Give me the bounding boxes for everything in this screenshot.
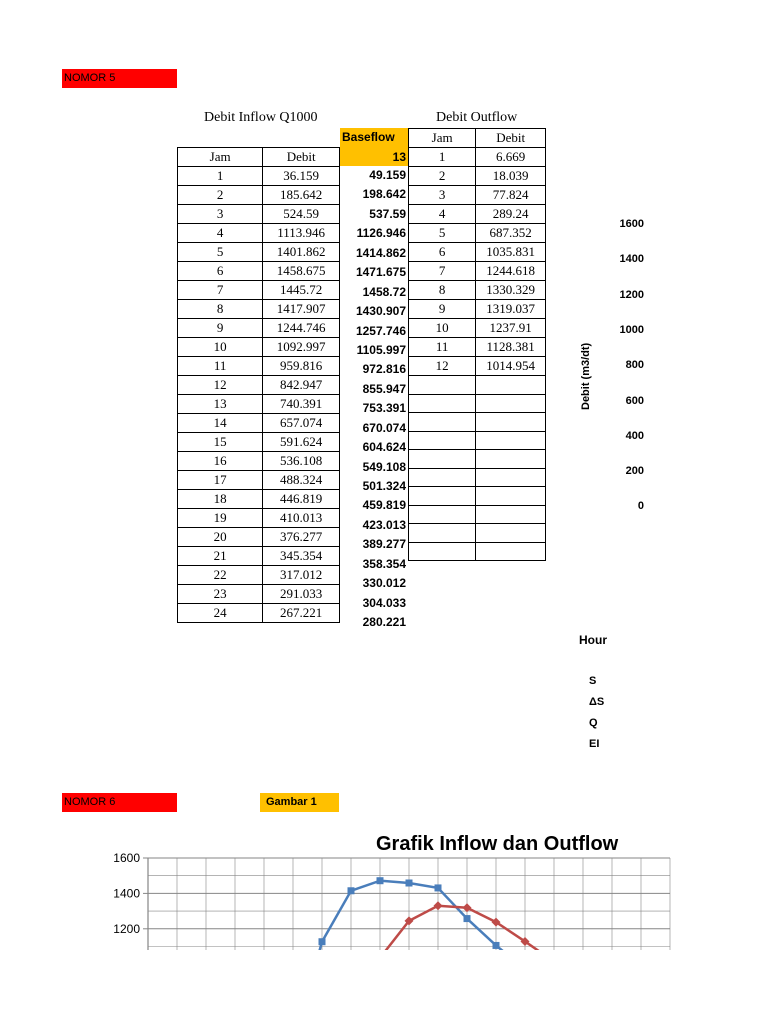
outflow-cell-debit: 6.669 [476,148,546,167]
table-row [409,542,546,561]
table-row [409,431,546,450]
table-row [178,319,340,338]
inflow-cell-jam: 5 [178,243,263,262]
inflow-cell-debit: 446.819 [263,490,340,509]
baseflow-cell: 537.59 [369,206,406,221]
table-row [409,338,546,357]
outflow-cell-debit: 687.352 [476,224,546,243]
side-y-tick: 200 [625,465,644,478]
inflow-point [435,884,442,891]
inflow-cell-debit: 345.354 [263,547,340,566]
inflow-point [348,887,355,894]
baseflow-cell: 604.624 [362,440,406,455]
baseflow-cell: 330.012 [362,576,406,591]
baseflow-cell: 423.013 [362,517,406,532]
inflow-point [319,938,326,945]
baseflow-cell: 1458.72 [362,284,406,299]
outflow-cell-debit [476,450,546,469]
inflow-cell-jam: 24 [178,604,263,623]
table-row [178,547,340,566]
table-row [178,414,340,433]
outflow-cell-debit: 1035.831 [476,243,546,262]
baseflow-header-cell [340,128,408,166]
inflow-cell-jam: 19 [178,509,263,528]
inflow-cell-jam: 6 [178,262,263,281]
inflow-cell-debit: 1417.907 [263,300,340,319]
outflow-cell-debit: 1244.618 [476,262,546,281]
baseflow-cell: 459.819 [362,498,406,513]
baseflow-cell: 670.074 [362,420,406,435]
side-y-tick: 400 [625,429,644,442]
series-line-outflow [235,906,554,950]
table-row [178,566,340,585]
inflow-cell-debit: 376.277 [263,528,340,547]
baseflow-cell: 1414.862 [355,245,406,260]
outflow-cell-jam: 7 [409,262,476,281]
inflow-cell-debit: 524.59 [263,205,340,224]
table-row [178,243,340,262]
baseflow-cell: 549.108 [362,459,406,474]
inflow-cell-jam: 9 [178,319,263,338]
outflow-header-debit: Debit [476,129,546,148]
outflow-cell-debit: 289.24 [476,205,546,224]
table-row [178,452,340,471]
outflow-cell-debit [476,413,546,432]
inflow-cell-jam: 14 [178,414,263,433]
outflow-cell-debit [476,468,546,487]
outflow-cell-debit [476,394,546,413]
table-row [409,394,546,413]
table-row [178,490,340,509]
outflow-cell-debit [476,542,546,561]
side-y-tick: 1200 [619,288,644,301]
baseflow-cell: 304.033 [362,595,406,610]
inflow-cell-jam: 21 [178,547,263,566]
outflow-cell-jam: 5 [409,224,476,243]
table-row [178,585,340,604]
table-row [409,262,546,281]
side-y-tick: 800 [625,359,644,372]
inflow-header-debit: Debit [263,148,340,167]
chart-title: Grafik Inflow dan Outflow [376,833,619,855]
table-row [409,281,546,300]
outflow-cell-debit: 77.824 [476,186,546,205]
inflow-cell-jam: 8 [178,300,263,319]
inflow-cell-debit: 1244.746 [263,319,340,338]
inflow-cell-debit: 1401.862 [263,243,340,262]
side-legend-item: S [589,675,597,687]
outflow-cell-jam: 12 [409,357,476,376]
inflow-cell-debit: 1092.997 [263,338,340,357]
inflow-cell-debit: 36.159 [263,167,340,186]
table-row [178,262,340,281]
side-chart-x-label: Hour [579,633,607,647]
inflow-header-jam: Jam [178,148,263,167]
table-row [178,224,340,243]
outflow-point [434,901,443,910]
outflow-cell-debit: 18.039 [476,167,546,186]
inflow-cell-debit: 185.642 [263,186,340,205]
side-y-tick: 1600 [619,218,644,230]
baseflow-cell: 1126.946 [356,226,406,241]
table-row [178,205,340,224]
table-row [409,300,546,319]
gambar1-label: Gambar 1 [260,793,339,812]
inflow-cell-jam: 10 [178,338,263,357]
inflow-cell-jam: 3 [178,205,263,224]
outflow-cell-jam [409,450,476,469]
table-row [409,524,546,543]
inflow-point [377,877,384,884]
baseflow-cell: 1257.746 [355,323,406,338]
inflow-cell-debit: 536.108 [263,452,340,471]
inflow-cell-jam: 23 [178,585,263,604]
baseflow-cell: 49.159 [369,168,406,182]
inflow-cell-jam: 12 [178,376,263,395]
inflow-cell-debit: 291.033 [263,585,340,604]
inflow-point [406,880,413,887]
baseflow-cell: 1430.907 [355,304,406,319]
outflow-cell-debit [476,524,546,543]
outflow-cell-jam [409,394,476,413]
side-y-tick: 600 [625,394,644,407]
table-row [178,281,340,300]
baseflow-value: 13 [392,150,406,164]
series-line-inflow [235,881,768,950]
inflow-caption: Debit Inflow Q1000 [204,110,318,125]
inflow-outflow-chart [0,840,768,950]
table-row [409,167,546,186]
inflow-table [177,147,340,623]
nomor6-label: NOMOR 6 [62,793,177,812]
table-row [178,300,340,319]
table-row [178,395,340,414]
inflow-header-row [178,148,340,167]
inflow-cell-debit: 591.624 [263,433,340,452]
outflow-table [408,128,546,561]
inflow-cell-jam: 16 [178,452,263,471]
outflow-cell-debit: 1237.91 [476,319,546,338]
outflow-cell-debit: 1014.954 [476,357,546,376]
outflow-cell-debit [476,505,546,524]
inflow-point [493,942,500,949]
inflow-cell-debit: 1445.72 [263,281,340,300]
outflow-cell-jam [409,413,476,432]
y-tick-label: 1200 [113,921,140,936]
table-row [178,528,340,547]
table-row [409,243,546,262]
table-row [178,376,340,395]
inflow-cell-jam: 18 [178,490,263,509]
baseflow-cell: 389.277 [362,537,406,552]
table-row [409,205,546,224]
side-legend-item: ΔS [589,696,605,708]
outflow-cell-debit [476,487,546,506]
table-row [178,167,340,186]
outflow-cell-debit [476,376,546,395]
outflow-cell-jam [409,524,476,543]
nomor5-label: NOMOR 5 [62,69,177,88]
table-row [409,224,546,243]
side-y-tick: 0 [637,500,644,513]
table-row [178,433,340,452]
baseflow-cell: 198.642 [362,187,406,202]
inflow-cell-debit: 488.324 [263,471,340,490]
side-legend-item: Q [589,717,598,729]
y-tick-label: 1400 [113,886,140,901]
table-row [409,450,546,469]
inflow-cell-debit: 267.221 [263,604,340,623]
inflow-cell-jam: 17 [178,471,263,490]
table-row [409,413,546,432]
outflow-cell-jam: 1 [409,148,476,167]
outflow-cell-jam: 3 [409,186,476,205]
outflow-cell-jam: 10 [409,319,476,338]
table-row [409,487,546,506]
table-row [178,604,340,623]
inflow-cell-debit: 1113.946 [263,224,340,243]
table-row [409,319,546,338]
inflow-cell-debit: 959.816 [263,357,340,376]
inflow-cell-jam: 1 [178,167,263,186]
inflow-cell-jam: 2 [178,186,263,205]
inflow-cell-jam: 11 [178,357,263,376]
table-row [409,186,546,205]
outflow-cell-debit: 1128.381 [476,338,546,357]
inflow-cell-jam: 20 [178,528,263,547]
baseflow-cell: 1471.675 [355,265,406,280]
outflow-cell-jam [409,487,476,506]
inflow-point [464,915,471,922]
inflow-cell-jam: 22 [178,566,263,585]
side-y-tick: 1400 [619,253,644,266]
table-row [409,505,546,524]
outflow-cell-jam: 2 [409,167,476,186]
outflow-cell-debit [476,431,546,450]
table-row [409,376,546,395]
baseflow-cell: 855.947 [362,381,406,396]
inflow-cell-debit: 410.013 [263,509,340,528]
baseflow-cell: 280.221 [362,615,406,630]
outflow-header-jam: Jam [409,129,476,148]
outflow-cell-jam [409,468,476,487]
table-row [178,509,340,528]
outflow-cell-jam [409,505,476,524]
outflow-cell-debit: 1319.037 [476,300,546,319]
side-y-tick: 1000 [619,323,644,336]
outflow-cell-jam: 4 [409,205,476,224]
table-row [409,357,546,376]
outflow-caption: Debit Outflow [436,110,518,125]
inflow-cell-jam: 15 [178,433,263,452]
table-row [178,357,340,376]
outflow-cell-jam [409,431,476,450]
inflow-cell-jam: 7 [178,281,263,300]
side-chart-y-label: Debit (m3/dt) [580,342,592,410]
outflow-cell-jam [409,376,476,395]
baseflow-cell: 501.324 [362,479,406,493]
outflow-cell-jam: 8 [409,281,476,300]
inflow-cell-debit: 317.012 [263,566,340,585]
baseflow-cell: 972.816 [362,362,406,377]
inflow-cell-debit: 740.391 [263,395,340,414]
baseflow-cell: 753.391 [362,401,406,416]
inflow-cell-debit: 842.947 [263,376,340,395]
outflow-cell-jam: 11 [409,338,476,357]
outflow-header-row [409,129,546,148]
side-legend-item: EI [589,738,600,750]
inflow-cell-debit: 1458.675 [263,262,340,281]
outflow-cell-debit: 1330.329 [476,281,546,300]
baseflow-cell: 1105.997 [356,342,406,357]
y-tick-label: 1600 [113,851,140,865]
table-row [409,468,546,487]
outflow-cell-jam: 6 [409,243,476,262]
baseflow-cell: 358.354 [362,556,406,571]
outflow-cell-jam: 9 [409,300,476,319]
baseflow-column [340,166,408,633]
inflow-cell-jam: 13 [178,395,263,414]
table-row [178,186,340,205]
baseflow-header: Baseflow [342,130,395,144]
table-row [409,148,546,167]
table-row [178,338,340,357]
inflow-cell-jam: 4 [178,224,263,243]
table-row [178,471,340,490]
outflow-cell-jam [409,542,476,561]
inflow-cell-debit: 657.074 [263,414,340,433]
